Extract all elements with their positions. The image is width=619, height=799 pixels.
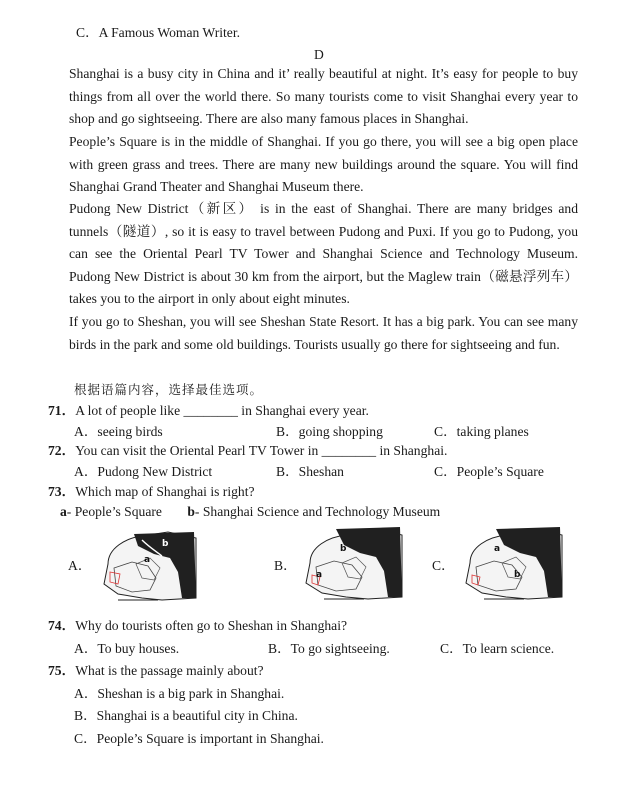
q71-option-a[interactable]: A．seeing birds [74, 424, 163, 439]
paragraph-3-text: Pudong New District（新区） is in the east of Shanghai. There are many bridges and tunnels（隧道）, so it is easy to travel between Pudong and Puxi. If you go to Pudong, you can see the Oriental Pearl TV Tower and Shanghai Science and Technology Museum. Pudong New District is about 30 km from the airport, but the Maglew train（磁悬浮列车） takes you to the airport in only about eight minutes. [69, 201, 578, 307]
question-text: What is the passage mainly about? [75, 663, 264, 678]
q71-option-b[interactable]: B．going shopping [276, 424, 383, 439]
map-option-a-label[interactable]: A． [68, 558, 92, 573]
q74-option-a[interactable]: A．To buy houses. [74, 641, 180, 656]
map-c-marker-a: a [494, 544, 501, 554]
previous-question-option-c: C．A Famous Woman Writer. [76, 25, 240, 40]
question-number: 71． [48, 403, 76, 418]
question-number: 74． [48, 618, 76, 633]
legend-a-text: - People’s Square [66, 504, 162, 519]
map-a-marker-a: a [144, 555, 151, 565]
q72-option-a[interactable]: A．Pudong New District [74, 464, 213, 479]
question-text: You can visit the Oriental Pearl TV Tower in ________ in Shanghai. [75, 443, 448, 458]
paragraph-4-text: If you go to Sheshan, you will see Sheshan State Resort. It has a big park. You can see many birds in the park and some old buildings. Tourists usually go there for sightseeing and fun. [69, 314, 578, 352]
q72-option-b[interactable]: B．Sheshan [276, 464, 344, 479]
question-text: Which map of Shanghai is right? [75, 484, 255, 499]
question-72 [48, 442, 447, 460]
map-a-marker-b: b [162, 539, 169, 549]
map-option-b-label[interactable]: B． [274, 558, 297, 573]
paragraph-2 [42, 131, 578, 199]
paragraph-2-text: People’s Square is in the middle of Shanghai. If you go there, you will see a big open place with green grass and trees. There are many new buildings around the square. You will find Shanghai Grand Theater and Shanghai Museum there. [69, 134, 578, 195]
instruction: 根据语篇内容，选择最佳选项。 [74, 382, 264, 397]
question-number: 72． [48, 443, 76, 458]
map-b-marker-b: b [340, 544, 347, 554]
map-b-marker-a: a [316, 570, 323, 580]
q74-option-c[interactable]: C．To learn science. [440, 641, 555, 656]
legend-b-key: b [187, 504, 195, 519]
map-c-marker-b: b [514, 570, 521, 580]
section-title: D [314, 47, 324, 62]
question-number: 73． [48, 484, 76, 499]
map-option-a[interactable] [98, 528, 200, 602]
q72-option-c[interactable]: C．People’s Square [434, 464, 544, 479]
map-option-c[interactable] [462, 525, 566, 601]
question-number: 75． [48, 663, 76, 678]
paragraph-1 [42, 63, 578, 131]
question-73 [48, 483, 255, 501]
q75-option-a[interactable]: A．Sheshan is a big park in Shanghai. [74, 686, 285, 701]
q75-option-c[interactable]: C．People’s Square is important in Shanghai. [74, 731, 324, 746]
question-71 [48, 402, 369, 420]
q74-option-b[interactable]: B．To go sightseeing. [268, 641, 390, 656]
question-75 [48, 662, 264, 680]
map-option-b[interactable] [302, 523, 406, 601]
question-74 [48, 617, 347, 635]
legend-b-text: - Shanghai Science and Technology Museum [194, 504, 441, 519]
map-option-c-label[interactable]: C． [432, 558, 455, 573]
q75-option-b[interactable]: B．Shanghai is a beautiful city in China. [74, 708, 298, 723]
q71-option-c[interactable]: C．taking planes [434, 424, 529, 439]
paragraph-4 [42, 311, 578, 356]
map-legend [60, 503, 440, 521]
paragraph-3 [42, 198, 578, 311]
question-text: A lot of people like ________ in Shanghai every year. [75, 403, 369, 418]
legend-a-key: a [60, 504, 67, 519]
paragraph-1-text: Shanghai is a busy city in China and it’ really beautiful at night. It’s easy for people to buy things from all over the world there. So many tourists come to visit Shanghai every year to shop and go sightseeing. There are also many famous places in Shanghai. [69, 66, 578, 127]
question-text: Why do tourists often go to Sheshan in Shanghai? [75, 618, 348, 633]
